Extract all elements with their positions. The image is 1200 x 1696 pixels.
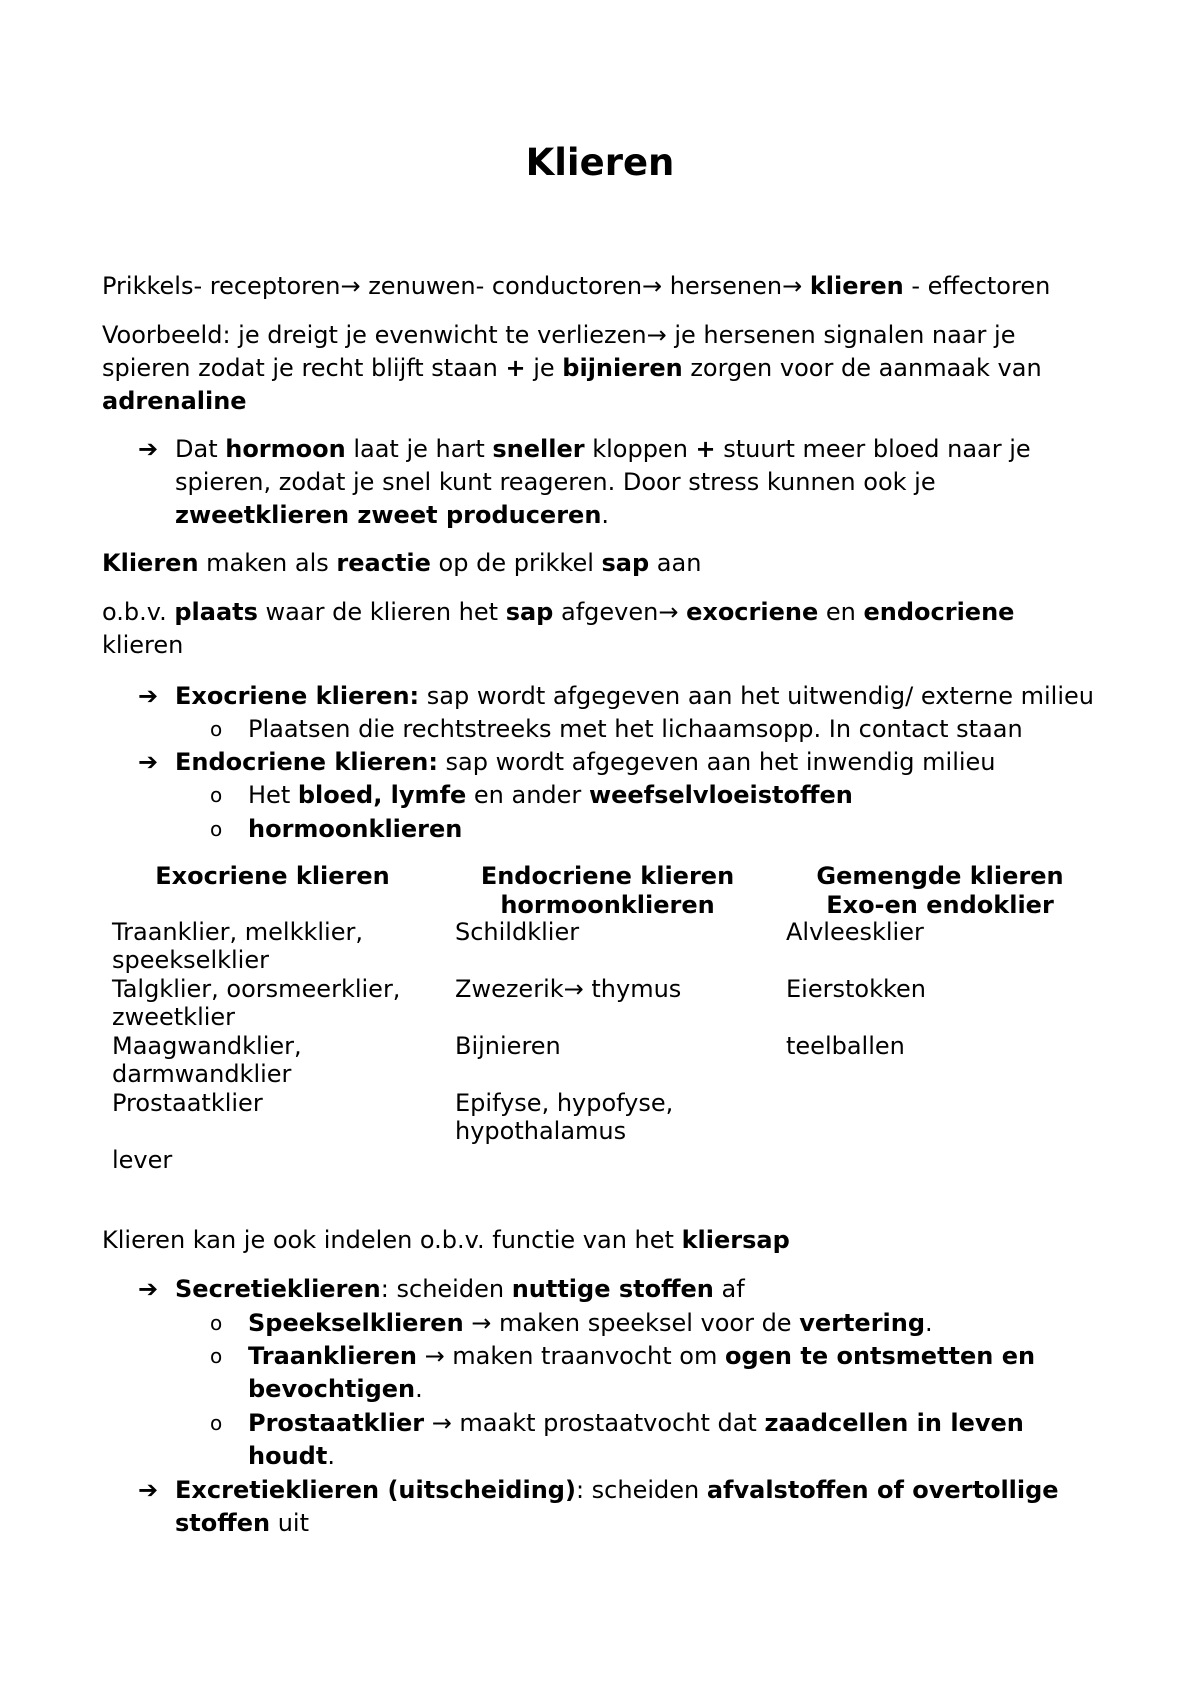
arrow-bullet-icon: ➔ (138, 1476, 159, 1504)
table-cell: Prostaatklier (112, 1089, 263, 1117)
paragraph-excretie (175, 1474, 1095, 1540)
paragraph-traan (248, 1340, 1078, 1406)
arrow-bullet-icon: ➔ (138, 435, 159, 463)
paragraph-prostaat (248, 1407, 1078, 1473)
table-cell: Epifyse, hypofyse, (455, 1089, 674, 1117)
bold-text: bijnieren (562, 354, 683, 382)
text: Dat (175, 435, 226, 463)
plus-sign: + (695, 435, 716, 463)
table-cell: Traanklier, melkklier, (112, 918, 363, 946)
bold-text: reactie (336, 549, 431, 577)
bold-text: sap (601, 549, 650, 577)
bold-text: weefselvloeistoffen (588, 781, 853, 809)
circle-bullet-icon: o (210, 1344, 223, 1368)
text: . (925, 1309, 933, 1337)
text: kloppen (584, 435, 696, 463)
text: . (415, 1375, 423, 1403)
bold-text: bloed, lymfe (297, 781, 467, 809)
header-line: hormoonklieren (500, 891, 715, 919)
text: → maakt prostaatvocht dat (424, 1409, 765, 1437)
table-cell: Schildklier (455, 918, 580, 946)
table-cell: lever (112, 1146, 173, 1174)
bold-text: nuttige stoffen (511, 1275, 714, 1303)
table-cell: Talgklier, oorsmeerklier, (112, 975, 401, 1003)
bold-text: Exocriene klieren: (175, 682, 420, 710)
bold-text: Endocriene klieren: (175, 748, 438, 776)
paragraph-endo-sub2 (248, 813, 1098, 846)
table-cell: Bijnieren (455, 1032, 561, 1060)
circle-bullet-icon: o (210, 783, 223, 807)
text: sap wordt afgegeven aan het uitwendig/ externe milieu (419, 682, 1094, 710)
table-cell: hypothalamus (455, 1117, 627, 1145)
text: uit (270, 1509, 309, 1537)
text: sap wordt afgegeven aan het inwendig milieu (437, 748, 996, 776)
text: aan (649, 549, 702, 577)
bold-text: klieren (809, 272, 904, 300)
paragraph-endocriene (175, 746, 1095, 779)
paragraph-obv (102, 596, 1042, 662)
arrow-bullet-icon: ➔ (138, 1275, 159, 1303)
text: je (525, 354, 563, 382)
text: en ander (466, 781, 589, 809)
text: . (327, 1442, 335, 1470)
circle-bullet-icon: o (210, 1311, 223, 1335)
text: . (601, 501, 610, 529)
table-cell: teelballen (786, 1032, 905, 1060)
bold-text: Prostaatklier (248, 1409, 425, 1437)
header-line: Exo-en endoklier (826, 891, 1054, 919)
text: maken als (198, 549, 337, 577)
bold-text: Klieren (102, 549, 199, 577)
bold-text: adrenaline (102, 387, 247, 415)
paragraph-exocriene (175, 680, 1125, 713)
arrow-bullet-icon: ➔ (138, 748, 159, 776)
bold-text: sap (505, 598, 554, 626)
table-cell: darmwandklier (112, 1060, 292, 1088)
page-title: Klieren (525, 141, 675, 184)
bold-text: kliersap (681, 1226, 790, 1254)
text: : scheiden (380, 1275, 512, 1303)
bold-text: vertering (799, 1309, 926, 1337)
text: waar de klieren het (257, 598, 506, 626)
text: Klieren kan je ook indelen o.b.v. functie van het (102, 1226, 682, 1254)
bold-text: Secretieklieren (175, 1275, 381, 1303)
bold-text: zaadcellen in leven houdt (248, 1409, 1024, 1470)
bold-text: endocriene (863, 598, 1015, 626)
bold-text: plaats (174, 598, 258, 626)
text: Prikkels- receptoren→ zenuwen- conductoren→ hersenen→ (102, 272, 810, 300)
table-cell: zweetklier (112, 1003, 236, 1031)
bold-text: Excretieklieren (uitscheiding) (175, 1476, 576, 1504)
text: → maken traanvocht om (416, 1342, 725, 1370)
text: zorgen voor de aanmaak van (682, 354, 1042, 382)
text: Het (248, 781, 298, 809)
text: en (818, 598, 864, 626)
table-cell: Maagwandklier, (112, 1032, 302, 1060)
text: → maken speeksel voor de (463, 1309, 800, 1337)
table-cell: Alvleesklier (786, 918, 924, 946)
bold-text: Traanklieren (248, 1342, 417, 1370)
text: stuurt meer bloed naar je spieren, zodat je snel kunt reageren. Door stress kunnen ook je (175, 435, 1031, 496)
bold-text: hormoon (225, 435, 346, 463)
table-cell: Zwezerik→ thymus (455, 975, 682, 1003)
text: - effectoren (903, 272, 1051, 300)
paragraph-pathway (102, 270, 1102, 303)
bold-text: Speekselklieren (248, 1309, 464, 1337)
text: af (713, 1275, 745, 1303)
paragraph-secretie (175, 1273, 1095, 1306)
header-line: Exocriene klieren (155, 862, 390, 890)
text: Voorbeeld: je dreigt je evenwicht te verliezen→ je hersenen signalen naar je spieren zodat je recht blijft staan (102, 321, 1016, 382)
table-header-exocriene (110, 862, 435, 891)
text: klieren (102, 631, 184, 659)
paragraph-reactie (102, 547, 1102, 580)
table-cell: Eierstokken (786, 975, 926, 1003)
circle-bullet-icon: o (210, 817, 223, 841)
header-line: Gemengde klieren (816, 862, 1064, 890)
paragraph-hormoon (175, 433, 1075, 532)
text: op de prikkel (430, 549, 602, 577)
text: laat je hart (345, 435, 493, 463)
table-header-endocriene (445, 862, 770, 920)
bold-text: zweetklieren zweet produceren (175, 501, 602, 529)
paragraph-speeksel (248, 1307, 1098, 1340)
paragraph-functie (102, 1224, 1102, 1257)
arrow-bullet-icon: ➔ (138, 682, 159, 710)
bold-text: hormoonklieren (248, 815, 463, 843)
paragraph-voorbeeld (102, 319, 1082, 418)
text: : scheiden (575, 1476, 707, 1504)
bold-text: afvalstoffen of overtollige stoffen (175, 1476, 1059, 1537)
text: o.b.v. (102, 598, 175, 626)
table-header-gemengde (780, 862, 1100, 920)
bold-text: ogen te ontsmetten en bevochtigen (248, 1342, 1036, 1403)
paragraph-endo-sub1 (248, 779, 1098, 812)
circle-bullet-icon: o (210, 1411, 223, 1435)
bold-text: exocriene (686, 598, 819, 626)
plus-sign: + (505, 354, 526, 382)
header-line: Endocriene klieren (480, 862, 735, 890)
circle-bullet-icon: o (210, 717, 223, 741)
table-cell: speekselklier (112, 946, 269, 974)
bold-text: sneller (492, 435, 585, 463)
text: afgeven→ (553, 598, 687, 626)
paragraph-exo-sub: Plaatsen die rechtstreeks met het lichaamsopp. In contact staan (248, 715, 1023, 743)
